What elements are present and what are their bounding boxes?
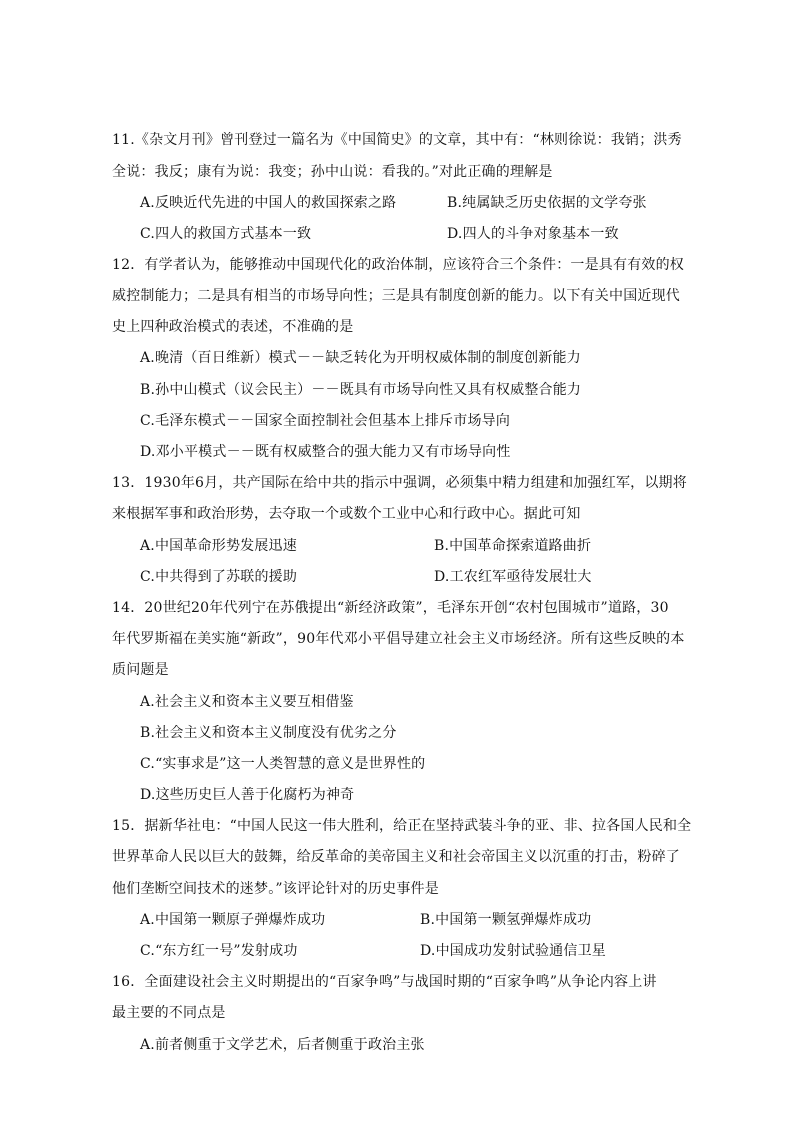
question-11-option-d[interactable]: D.四人的斗争对象基本一致 xyxy=(447,226,619,242)
question-16-stem-line-1: 16．全面建设社会主义时期提出的“百家争鸣”与战国时期的“百家争鸣”从争论内容上讲 xyxy=(112,974,657,990)
question-15-stem-line-1: 15．据新华社电：“中国人民这一伟大胜利，给正在坚持武装斗争的亚、非、拉各国人民和全 xyxy=(112,818,692,834)
question-12-option-a[interactable]: A.晚清（百日维新）模式－－缺乏转化为开明权威体制的制度创新能力 xyxy=(140,350,581,366)
question-12-option-c[interactable]: C.毛泽东模式－－国家全面控制社会但基本上排斥市场导向 xyxy=(140,413,511,429)
question-14-option-a[interactable]: A.社会主义和资本主义要互相借鉴 xyxy=(140,694,354,710)
question-11-option-b[interactable]: B.纯属缺乏历史依据的文学夸张 xyxy=(447,195,647,211)
question-11-option-c[interactable]: C.四人的救国方式基本一致 xyxy=(140,226,312,242)
question-16-option-a[interactable]: A.前者侧重于文学艺术，后者侧重于政治主张 xyxy=(140,1037,425,1053)
question-15-option-a[interactable]: A.中国第一颗原子弹爆炸成功 xyxy=(140,912,326,928)
question-13-stem-line-2: 来根据军事和政治形势，去夺取一个或数个工业中心和行政中心。据此可知 xyxy=(112,506,581,522)
question-12-stem-line-2: 威控制能力；二是具有相当的市场导向性；三是具有制度创新的能力。以下有关中国近现代 xyxy=(112,288,680,304)
question-13-option-a[interactable]: A.中国革命形势发展迅速 xyxy=(140,538,297,554)
question-15-option-c[interactable]: C.“东方红一号”发射成功 xyxy=(140,943,298,959)
question-13-option-c[interactable]: C.中共得到了苏联的援助 xyxy=(140,569,298,585)
question-15-option-b[interactable]: B.中国第一颗氢弹爆炸成功 xyxy=(420,912,592,928)
question-14-option-d[interactable]: D.这些历史巨人善于化腐朽为神奇 xyxy=(140,787,355,803)
question-13-stem-line-1: 13．1930年6月，共产国际在给中共的指示中强调，必须集中精力组建和加强红军，以期将 xyxy=(112,475,687,491)
question-12-option-d[interactable]: D.邓小平模式－－既有权威整合的强大能力又有市场导向性 xyxy=(140,444,511,460)
question-12-stem-line-3: 史上四种政治模式的表述，不准确的是 xyxy=(112,319,354,335)
question-15-stem-line-2: 世界革命人民以巨大的鼓舞，给反革命的美帝国主义和社会帝国主义以沉重的打击，粉碎了 xyxy=(112,849,680,865)
question-14-option-b[interactable]: B.社会主义和资本主义制度没有优劣之分 xyxy=(140,725,397,741)
question-13-option-d[interactable]: D.工农红军亟待发展壮大 xyxy=(434,569,592,585)
question-14-stem-line-2: 年代罗斯福在美实施“新政”，90年代邓小平倡导建立社会主义市场经济。所有这些反映的本 xyxy=(112,631,685,647)
question-14-stem-line-1: 14．20世纪20年代列宁在苏俄提出“新经济政策”，毛泽东开创“农村包围城市”道路，30 xyxy=(112,600,669,616)
question-15-stem-line-3: 他们垄断空间技术的迷梦。”该评论针对的历史事件是 xyxy=(112,881,439,897)
question-14-stem-line-3: 质问题是 xyxy=(112,662,169,678)
question-16-stem-line-2: 最主要的不同点是 xyxy=(112,1005,226,1021)
question-12-stem-line-1: 12．有学者认为，能够推动中国现代化的政治体制，应该符合三个条件：一是具有有效的权 xyxy=(112,257,685,273)
question-15-option-d[interactable]: D.中国成功发射试验通信卫星 xyxy=(420,943,606,959)
question-11-stem-line-1: 11.《杂文月刊》曾刊登过一篇名为《中国简史》的文章，其中有：“林则徐说：我销；洪秀 xyxy=(112,132,682,148)
question-11-stem-line-2: 全说：我反；康有为说：我变；孙中山说：看我的。”对此正确的理解是 xyxy=(112,164,553,180)
question-14-option-c[interactable]: C.“实事求是”这一人类智慧的意义是世界性的 xyxy=(140,756,426,772)
question-11-option-a[interactable]: A.反映近代先进的中国人的救国探索之路 xyxy=(140,195,397,211)
question-13-option-b[interactable]: B.中国革命探索道路曲折 xyxy=(434,538,592,554)
question-12-option-b[interactable]: B.孙中山模式（议会民主）－－既具有市场导向性又具有权威整合能力 xyxy=(140,382,582,398)
